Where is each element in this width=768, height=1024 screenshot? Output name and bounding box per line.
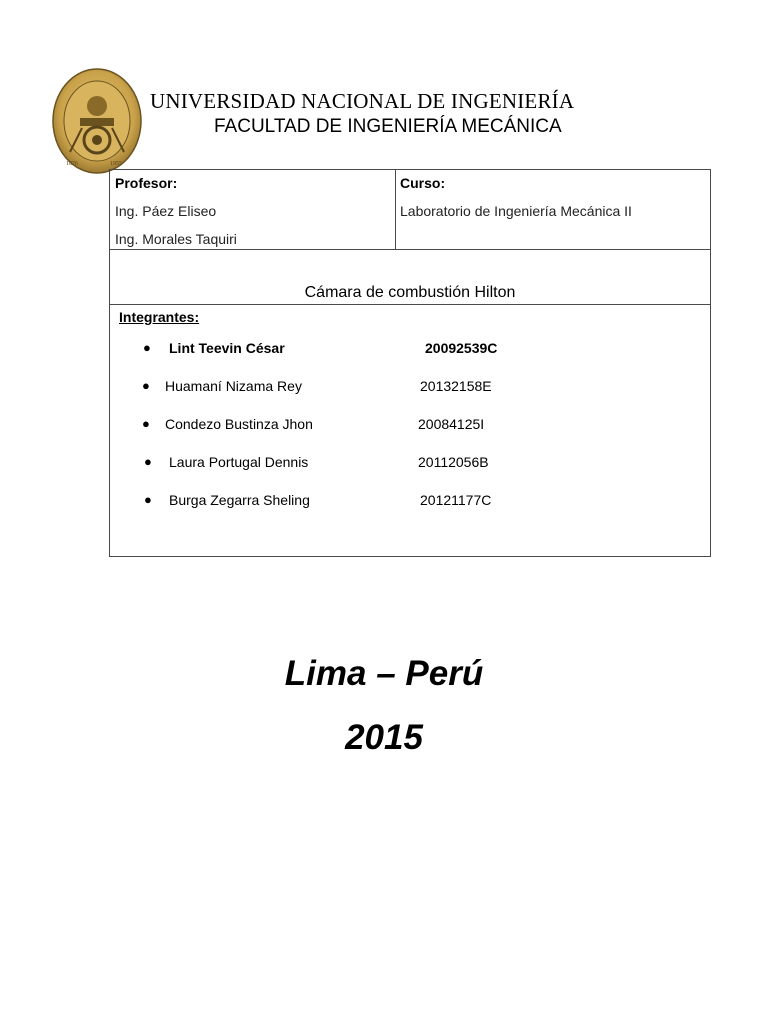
year-heading: 2015 <box>345 718 423 757</box>
course-name: Laboratorio de Ingeniería Mecánica II <box>400 203 632 219</box>
place-heading: Lima – Perú <box>284 654 484 693</box>
bullet-icon: ● <box>142 416 150 431</box>
bullet-icon: ● <box>144 454 152 469</box>
bullet-icon: ● <box>142 378 150 393</box>
member-name: Laura Portugal Dennis <box>169 454 309 470</box>
course-cell <box>396 170 710 249</box>
report-title: Cámara de combustión Hilton <box>304 284 516 301</box>
member-name: Burga Zegarra Sheling <box>169 492 310 508</box>
course-label: Curso: <box>400 175 446 191</box>
member-row <box>110 492 710 512</box>
info-table <box>109 169 711 557</box>
member-name: Lint Teevin César <box>169 340 285 356</box>
member-code: 20092539C <box>425 340 498 356</box>
faculty-name: FACULTAD DE INGENIERÍA MECÁNICA <box>214 116 562 137</box>
member-row <box>110 416 710 436</box>
professor-label: Profesor: <box>115 175 178 191</box>
professor-cell <box>110 170 396 249</box>
seal-year-left: 1876 <box>66 161 78 167</box>
member-code: 20132158E <box>420 378 492 394</box>
member-name: Huamaní Nizama Rey <box>165 378 302 394</box>
table-row-members <box>110 305 710 556</box>
member-code: 20121177C <box>420 492 492 508</box>
members-label: Integrantes: <box>119 309 200 325</box>
member-code: 20084125I <box>418 416 485 432</box>
professor-1: Ing. Páez Eliseo <box>115 203 217 219</box>
university-name: UNIVERSIDAD NACIONAL DE INGENIERÍA <box>150 89 575 113</box>
bullet-icon: ● <box>144 492 152 507</box>
seal-year-right: 1955 <box>110 161 122 167</box>
table-row-title <box>110 250 710 305</box>
member-name: Condezo Bustinza Jhon <box>165 416 313 432</box>
member-code: 20112056B <box>418 454 489 470</box>
member-row <box>110 454 710 474</box>
member-row <box>110 340 710 360</box>
member-row <box>110 378 710 398</box>
bullet-icon: ● <box>143 340 151 355</box>
table-row-professor-course <box>110 170 710 250</box>
university-seal-logo <box>52 68 142 174</box>
professor-2: Ing. Morales Taquiri <box>115 231 237 247</box>
